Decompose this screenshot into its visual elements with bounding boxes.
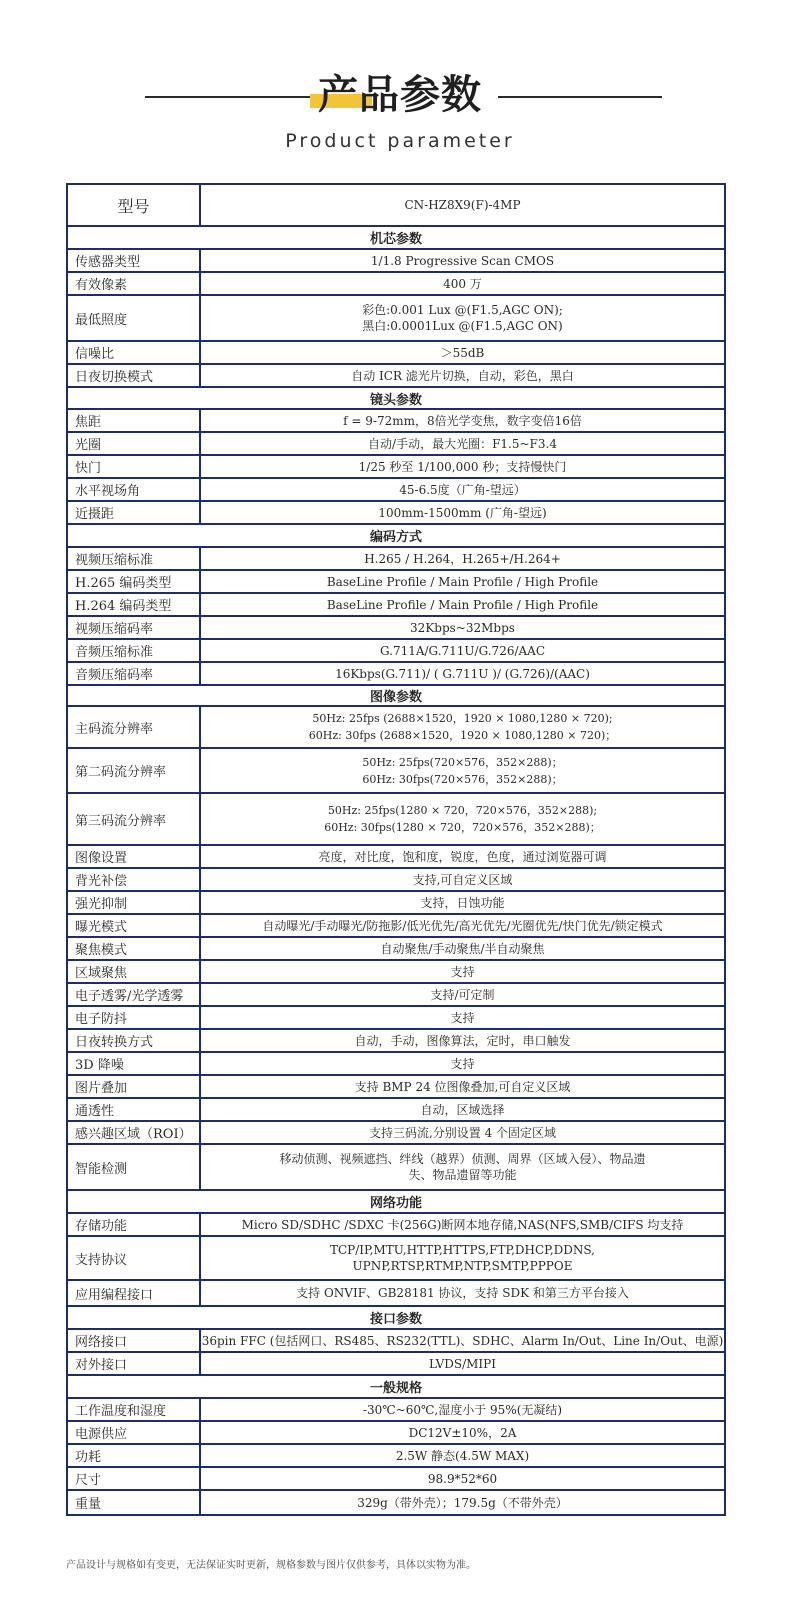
section-header: 编码方式: [68, 525, 724, 548]
spec-value: [201, 1445, 724, 1466]
spec-row: [68, 1214, 724, 1237]
spec-label: 视频压缩码率: [68, 617, 201, 638]
spec-value-line: 支持: [450, 1010, 475, 1025]
spec-value: [201, 410, 724, 431]
footnote: 产品设计与规格如有变更，无法保证实时更新，规格参数与图片仅供参考，具体以实物为准。: [66, 1560, 476, 1571]
spec-value-line: 50Hz: 25fps(720×576，352×288)；: [362, 755, 563, 769]
spec-value-line: 60Hz: 30fps(1280 × 720，720×576，352×288)；: [324, 821, 601, 834]
spec-label: 工作温度和湿度: [68, 1399, 201, 1420]
spec-row: [68, 410, 724, 433]
spec-label: 有效像素: [68, 273, 201, 294]
spec-value-line: 支持 BMP 24 位图像叠加,可自定义区域: [354, 1079, 571, 1094]
spec-value: [201, 502, 724, 523]
spec-row: [68, 456, 724, 479]
section-header: 网络功能: [68, 1191, 724, 1214]
spec-value-line: 失、物品遗留等功能: [408, 1168, 517, 1182]
spec-value-line: 支持/可定制: [430, 987, 495, 1002]
spec-value: [201, 617, 724, 638]
spec-value: [201, 915, 724, 936]
spec-value-line: DC12V±10%，2A: [408, 1425, 517, 1440]
spec-value-line: 1/1.8 Progressive Scan CMOS: [370, 253, 555, 268]
spec-label: 尺寸: [68, 1468, 201, 1489]
spec-row: [68, 479, 724, 502]
spec-row: [68, 1030, 724, 1053]
spec-value-line: UPNP,RTSP,RTMP,NTP,SMTP,PPPOE: [352, 1259, 573, 1273]
spec-value: [201, 1281, 724, 1305]
spec-value: [201, 961, 724, 982]
spec-label: 强光抑制: [68, 892, 201, 913]
spec-value-line: 支持三码流,分别设置 4 个固定区域: [368, 1125, 557, 1140]
spec-label: 支持协议: [68, 1237, 201, 1279]
spec-row: [68, 869, 724, 892]
spec-value: [201, 1330, 724, 1351]
spec-value-line: -30℃~60℃,湿度小于 95%(无凝结): [362, 1402, 563, 1417]
spec-label: 对外接口: [68, 1353, 201, 1374]
spec-value-line: 400 万: [443, 276, 482, 291]
spec-label: 图像设置: [68, 846, 201, 867]
spec-value-line: 98.9*52*60: [427, 1471, 498, 1486]
spec-row: [68, 892, 724, 915]
spec-label: 日夜切换模式: [68, 365, 201, 386]
spec-row: [68, 1445, 724, 1468]
spec-value-line: 60Hz: 30fps (2688×1520，1920 × 1080,1280 × 720)；: [308, 729, 617, 742]
spec-value: [201, 1076, 724, 1097]
spec-row: [68, 502, 724, 525]
spec-row: [68, 617, 724, 640]
spec-label: 电子透雾/光学透雾: [68, 984, 201, 1005]
spec-row: [68, 707, 724, 749]
spec-row: [68, 1399, 724, 1422]
section-header: 机芯参数: [68, 227, 724, 250]
spec-row: [68, 1491, 724, 1514]
spec-value: [201, 250, 724, 271]
spec-row: [68, 1353, 724, 1376]
spec-value: [201, 1030, 724, 1051]
spec-value: [201, 938, 724, 959]
spec-row: [68, 594, 724, 617]
section-header: 镜头参数: [68, 388, 724, 410]
spec-row: [68, 1053, 724, 1076]
spec-value-line: 移动侦测、视频遮挡、绊线（越界）侦测、周界（区域入侵）、物品遗: [279, 1152, 646, 1166]
spec-label: 通透性: [68, 1099, 201, 1120]
spec-value-line: f = 9-72mm，8倍光学变焦，数字变倍16倍: [343, 413, 582, 428]
spec-value-line: 自动，区域选择: [420, 1102, 505, 1117]
spec-value: [201, 1214, 724, 1235]
spec-value: [201, 1145, 724, 1189]
model-row: [68, 185, 724, 227]
spec-label: 应用编程接口: [68, 1281, 201, 1305]
spec-value-line: BaseLine Profile / Main Profile / High Profile: [326, 597, 599, 612]
spec-value: [201, 1099, 724, 1120]
spec-label: 快门: [68, 456, 201, 477]
spec-value: [201, 1353, 724, 1374]
spec-table: [66, 183, 726, 1516]
spec-label: 信噪比: [68, 342, 201, 363]
spec-value: [201, 1053, 724, 1074]
spec-value-line: 329g（带外壳）；179.5g（不带外壳）: [357, 1495, 568, 1510]
spec-row: [68, 1330, 724, 1353]
spec-value-line: ＞55dB: [440, 345, 485, 360]
spec-label: 3D 降噪: [68, 1053, 201, 1074]
spec-value-line: 自动聚焦/手动聚焦/半自动聚焦: [380, 941, 545, 956]
spec-value-line: 100mm-1500mm (广角-望远): [378, 505, 547, 520]
spec-value-line: 彩色:0.001 Lux @(F1.5,AGC ON);: [362, 303, 563, 317]
spec-value: [201, 571, 724, 592]
spec-row: [68, 961, 724, 984]
spec-label: 焦距: [68, 410, 201, 431]
spec-value: [201, 846, 724, 867]
spec-value: [201, 640, 724, 661]
spec-value: [201, 892, 724, 913]
spec-row: [68, 1007, 724, 1030]
spec-row: [68, 749, 724, 794]
spec-label: 视频压缩标准: [68, 548, 201, 569]
spec-value: [201, 1399, 724, 1420]
spec-value-line: 支持: [450, 964, 475, 979]
spec-row: [68, 548, 724, 571]
spec-label: 主码流分辨率: [68, 707, 201, 747]
spec-value: [201, 663, 724, 684]
section-header: 接口参数: [68, 1307, 724, 1330]
spec-value: [201, 1422, 724, 1443]
spec-value-line: 亮度，对比度，饱和度，锐度，色度，通过浏览器可调: [318, 849, 607, 864]
spec-value-line: 黑白:0.0001Lux @(F1.5,AGC ON): [362, 319, 563, 333]
spec-label: 网络接口: [68, 1330, 201, 1351]
spec-value-line: 支持 ONVIF、GB28181 协议，支持 SDK 和第三方平台接入: [296, 1286, 629, 1300]
spec-label: 日夜转换方式: [68, 1030, 201, 1051]
spec-row: [68, 938, 724, 961]
spec-value-line: 32Kbps~32Mbps: [410, 620, 515, 635]
spec-label: 第三码流分辨率: [68, 794, 201, 844]
model-value: CN-HZ8X9(F)-4MP: [404, 198, 521, 212]
spec-value: [201, 1468, 724, 1489]
spec-label: 电子防抖: [68, 1007, 201, 1028]
title-divider-left: [145, 96, 313, 98]
page-subtitle: Product parameter: [285, 130, 515, 152]
spec-label: 重量: [68, 1491, 201, 1514]
spec-row: [68, 571, 724, 594]
spec-value-line: 50Hz: 25fps (2688×1520，1920 × 1080,1280 × 720);: [312, 712, 613, 725]
spec-label: 传感器类型: [68, 250, 201, 271]
spec-row: [68, 1145, 724, 1191]
spec-value-line: 支持: [450, 1056, 475, 1071]
spec-value-line: BaseLine Profile / Main Profile / High Profile: [326, 574, 599, 589]
spec-value: [201, 1007, 724, 1028]
spec-label: 图片叠加: [68, 1076, 201, 1097]
spec-value-line: 自动曝光/手动曝光/防拖影/低光优先/高光优先/光圈优先/快门优先/锁定模式: [262, 918, 663, 933]
spec-value: [201, 1491, 724, 1514]
spec-label: 背光补偿: [68, 869, 201, 890]
spec-label: 水平视场角: [68, 479, 201, 500]
spec-label: 聚焦模式: [68, 938, 201, 959]
spec-row: [68, 1281, 724, 1307]
spec-label: 存储功能: [68, 1214, 201, 1235]
spec-row: [68, 984, 724, 1007]
spec-row: [68, 365, 724, 388]
spec-label: 曝光模式: [68, 915, 201, 936]
spec-value-line: G.711A/G.711U/G.726/AAC: [379, 643, 546, 658]
spec-value-line: LVDS/MIPI: [429, 1356, 496, 1371]
spec-row: [68, 1468, 724, 1491]
spec-row: [68, 250, 724, 273]
spec-value: [201, 707, 724, 747]
spec-label: 音频压缩码率: [68, 663, 201, 684]
spec-value: [201, 984, 724, 1005]
spec-value-line: 16Kbps(G.711)/ ( G.711U )/ (G.726)/(AAC): [335, 666, 590, 681]
spec-row: [68, 794, 724, 846]
spec-row: [68, 1099, 724, 1122]
spec-value: [201, 1122, 724, 1143]
spec-label: H.264 编码类型: [68, 594, 201, 615]
spec-row: [68, 640, 724, 663]
spec-label: 电源供应: [68, 1422, 201, 1443]
spec-value-line: 自动，手动，图像算法，定时，串口触发: [354, 1033, 571, 1048]
spec-label: 感兴趣区域（ROI）: [68, 1122, 201, 1143]
spec-label: 最低照度: [68, 296, 201, 340]
spec-row: [68, 663, 724, 686]
spec-value-line: TCP/IP,MTU,HTTP,HTTPS,FTP,DHCP,DDNS,: [329, 1243, 595, 1257]
spec-row: [68, 296, 724, 342]
spec-label: 智能检测: [68, 1145, 201, 1189]
spec-value: [201, 365, 724, 386]
spec-value: [201, 479, 724, 500]
spec-row: [68, 1237, 724, 1281]
spec-value-line: 50Hz: 25fps(1280 × 720，720×576，352×288);: [327, 804, 598, 817]
spec-value-line: 60Hz: 30fps(720×576，352×288)；: [362, 772, 563, 786]
model-label: 型号: [68, 185, 201, 225]
title-divider-right: [498, 96, 662, 98]
spec-label: 区域聚焦: [68, 961, 201, 982]
spec-label: H.265 编码类型: [68, 571, 201, 592]
spec-value-line: Micro SD/SDHC /SDXC 卡(256G)断网本地存储,NAS(NFS,SMB/CIFS 均支持: [241, 1217, 684, 1232]
spec-label: 音频压缩标准: [68, 640, 201, 661]
spec-row: [68, 1422, 724, 1445]
page-title: 产品参数: [318, 72, 482, 118]
spec-value-line: 1/25 秒至 1/100,000 秒；支持慢快门: [358, 459, 567, 474]
spec-value: [201, 1237, 724, 1279]
spec-label: 功耗: [68, 1445, 201, 1466]
spec-value: [201, 273, 724, 294]
spec-row: [68, 1122, 724, 1145]
spec-row: [68, 1076, 724, 1099]
spec-value: [201, 342, 724, 363]
spec-row: [68, 915, 724, 938]
spec-value-line: 2.5W 静态(4.5W MAX): [395, 1448, 530, 1463]
spec-value: [201, 749, 724, 792]
spec-value-line: 自动/手动，最大光圈：F1.5~F3.4: [368, 436, 557, 451]
spec-row: [68, 342, 724, 365]
spec-value: [201, 594, 724, 615]
section-header: 图像参数: [68, 686, 724, 707]
spec-value: [201, 548, 724, 569]
spec-label: 近摄距: [68, 502, 201, 523]
spec-value: [201, 433, 724, 454]
spec-label: 第二码流分辨率: [68, 749, 201, 792]
page-header: [0, 0, 800, 175]
spec-row: [68, 846, 724, 869]
spec-value: [201, 296, 724, 340]
spec-value-line: 支持，日蚀功能: [420, 895, 505, 910]
spec-row: [68, 433, 724, 456]
spec-value-line: 自动 ICR 滤光片切换，自动，彩色，黑白: [351, 368, 574, 383]
spec-value: [201, 456, 724, 477]
spec-row: [68, 273, 724, 296]
section-header: 一般规格: [68, 1376, 724, 1399]
spec-value: [201, 869, 724, 890]
spec-value-line: 36pin FFC (包括网口、RS485、RS232(TTL)、SDHC、Alarm In/Out、Line In/Out、电源): [201, 1333, 724, 1348]
spec-value-line: H.265 / H.264，H.265+/H.264+: [364, 551, 561, 566]
spec-value-line: 支持,可自定义区域: [412, 872, 513, 887]
spec-value-line: 45-6.5度（广角-望远）: [399, 482, 526, 497]
spec-label: 光圈: [68, 433, 201, 454]
spec-value: [201, 794, 724, 844]
